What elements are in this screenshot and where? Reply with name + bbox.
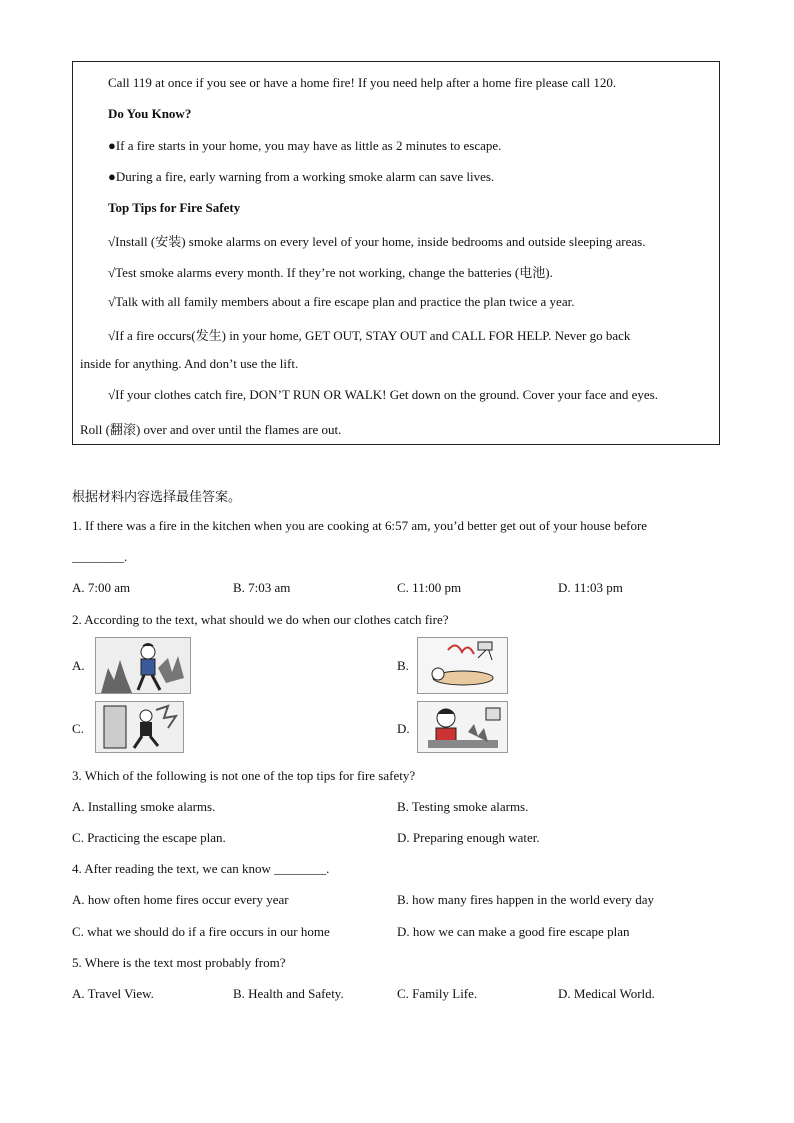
fact-bullet-2: ●During a fire, early warning from a working smoke alarm can save lives. xyxy=(108,169,495,184)
q5-option-c[interactable]: C. Family Life. xyxy=(397,986,478,1001)
instruction: 根据材料内容选择最佳答案。 xyxy=(72,490,242,505)
tip-4-line-2: inside for anything. And don’t use the lift. xyxy=(80,356,299,371)
heading-top-tips: Top Tips for Fire Safety xyxy=(108,200,241,215)
q1-option-d[interactable]: D. 11:03 pm xyxy=(558,580,623,595)
q1-option-a[interactable]: A. 7:00 am xyxy=(72,580,131,595)
q4-option-a[interactable]: A. how often home fires occur every year xyxy=(72,892,289,907)
q4-option-c[interactable]: C. what we should do if a fire occurs in our home xyxy=(72,924,330,939)
q2-option-b-label[interactable]: B. xyxy=(397,658,409,673)
q5-option-d[interactable]: D. Medical World. xyxy=(558,986,655,1001)
question-4-stem: 4. After reading the text, we can know ________. xyxy=(72,861,330,876)
q2-option-b-picture[interactable] xyxy=(417,637,508,694)
passage-intro: Call 119 at once if you see or have a home fire! If you need help after a home fire please call 120. xyxy=(108,75,617,90)
q3-option-c[interactable]: C. Practicing the escape plan. xyxy=(72,830,226,845)
tip-1: √Install (安装) smoke alarms on every level of your home, inside bedrooms and outside sleeping areas. xyxy=(108,234,646,249)
q2-option-a-picture[interactable] xyxy=(95,637,191,694)
tip-3: √Talk with all family members about a fire escape plan and practice the plan twice a year. xyxy=(108,294,575,309)
q2-option-c-label[interactable]: C. xyxy=(72,721,84,736)
fact-bullet-1: ●If a fire starts in your home, you may have as little as 2 minutes to escape. xyxy=(108,138,502,153)
tip-4-line-1: √If a fire occurs(发生) in your home, GET OUT, STAY OUT and CALL FOR HELP. Never go back xyxy=(108,328,631,343)
q4-option-b[interactable]: B. how many fires happen in the world every day xyxy=(397,892,655,907)
question-2-stem: 2. According to the text, what should we do when our clothes catch fire? xyxy=(72,612,449,627)
heading-do-you-know: Do You Know? xyxy=(108,106,192,121)
q3-option-b[interactable]: B. Testing smoke alarms. xyxy=(397,799,529,814)
question-1-stem: 1. If there was a fire in the kitchen when you are cooking at 6:57 am, you’d better get out of your house before xyxy=(72,518,648,533)
q1-option-c[interactable]: C. 11:00 pm xyxy=(397,580,462,595)
q2-option-d-label[interactable]: D. xyxy=(397,721,410,736)
tip-2: √Test smoke alarms every month. If they’re not working, change the batteries (电池). xyxy=(108,265,553,280)
question-5-stem: 5. Where is the text most probably from? xyxy=(72,955,286,970)
tip-5-line-1: √If your clothes catch fire, DON’T RUN OR WALK! Get down on the ground. Cover your face and eyes. xyxy=(108,387,658,402)
q3-option-d[interactable]: D. Preparing enough water. xyxy=(397,830,540,845)
q1-option-b[interactable]: B. 7:03 am xyxy=(233,580,291,595)
q5-option-b[interactable]: B. Health and Safety. xyxy=(233,986,344,1001)
q2-option-d-picture[interactable] xyxy=(417,701,508,753)
q4-option-d[interactable]: D. how we can make a good fire escape plan xyxy=(397,924,630,939)
q3-option-a[interactable]: A. Installing smoke alarms. xyxy=(72,799,216,814)
q2-option-a-label[interactable]: A. xyxy=(72,658,85,673)
question-3-stem: 3. Which of the following is not one of the top tips for fire safety? xyxy=(72,768,416,783)
q5-option-a[interactable]: A. Travel View. xyxy=(72,986,154,1001)
q2-option-c-picture[interactable] xyxy=(95,701,184,753)
tip-5-line-2: Roll (翻滚) over and over until the flames are out. xyxy=(80,422,342,437)
question-1-blank: ________. xyxy=(72,549,128,564)
